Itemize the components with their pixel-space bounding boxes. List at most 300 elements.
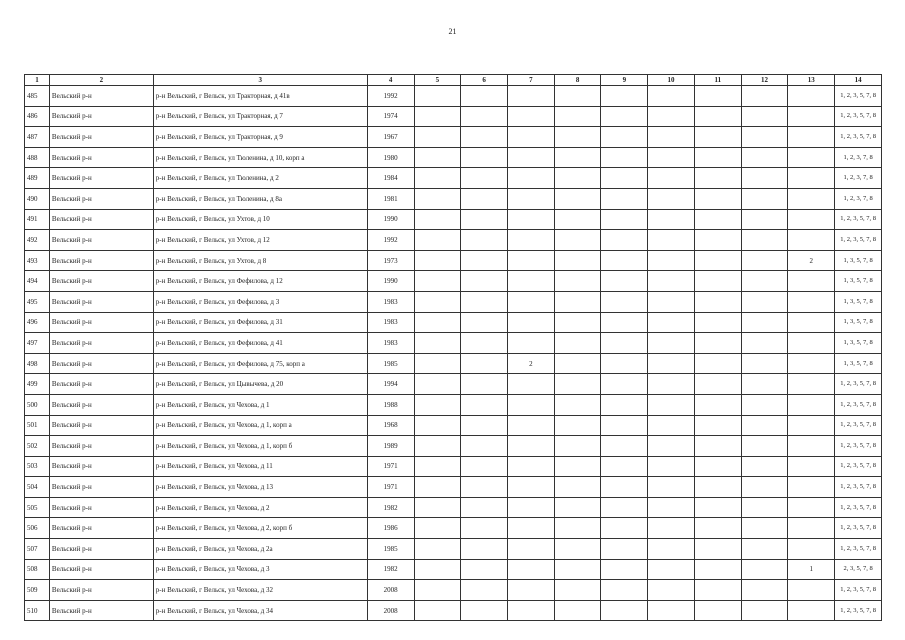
table-cell-col-13 [788,539,835,560]
table-cell-col-2: Вельский р-н [49,188,153,209]
table-cell-col-4: 1971 [367,456,414,477]
table-cell-col-14: 1, 2, 3, 5, 7, 8 [835,518,882,539]
table-cell-col-11 [694,415,741,436]
table-cell-col-2: Вельский р-н [49,230,153,251]
table-cell-col-4: 1983 [367,312,414,333]
table-row [25,86,882,107]
table-cell-col-4: 1967 [367,127,414,148]
table-cell-col-11 [694,436,741,457]
table-cell-col-11 [694,497,741,518]
table-cell-col-13 [788,312,835,333]
table-cell-col-4: 1968 [367,415,414,436]
table-row [25,230,882,251]
table-cell-col-7: 2 [507,353,554,374]
table-cell-col-1: 492 [25,230,50,251]
table-cell-col-9 [601,209,648,230]
table-cell-col-2: Вельский р-н [49,168,153,189]
table-cell-col-12 [741,518,788,539]
table-cell-col-2: Вельский р-н [49,518,153,539]
table-cell-col-8 [554,333,601,354]
table-cell-col-10 [648,394,695,415]
table-cell-col-14: 1, 2, 3, 5, 7, 8 [835,230,882,251]
table-cell-col-7 [507,188,554,209]
table-cell-col-5 [414,271,461,292]
table-cell-col-12 [741,374,788,395]
table-cell-col-14: 1, 3, 5, 7, 8 [835,271,882,292]
table-cell-col-3: р-н Вельский, г Вельск, ул Тракторная, д 41в [153,86,367,107]
table-row [25,333,882,354]
table-cell-col-7 [507,291,554,312]
table-row [25,147,882,168]
table-row [25,415,882,436]
table-cell-col-6 [461,580,508,601]
table-cell-col-13 [788,86,835,107]
table-cell-col-2: Вельский р-н [49,106,153,127]
table-cell-col-4: 1980 [367,147,414,168]
table-cell-col-2: Вельский р-н [49,374,153,395]
table-cell-col-9 [601,374,648,395]
table-cell-col-10 [648,539,695,560]
table-cell-col-3: р-н Вельский, г Вельск, ул Чехова, д 2, корп б [153,518,367,539]
table-cell-col-8 [554,374,601,395]
table-cell-col-10 [648,353,695,374]
table-cell-col-1: 494 [25,271,50,292]
table-cell-col-10 [648,312,695,333]
table-cell-col-6 [461,333,508,354]
table-cell-col-9 [601,580,648,601]
table-cell-col-7 [507,147,554,168]
table-cell-col-13: 2 [788,250,835,271]
table-cell-col-13 [788,106,835,127]
table-cell-col-14: 1, 2, 3, 5, 7, 8 [835,436,882,457]
table-cell-col-8 [554,147,601,168]
table-cell-col-11 [694,539,741,560]
table-cell-col-10 [648,209,695,230]
table-cell-col-13: 1 [788,559,835,580]
table-cell-col-9 [601,291,648,312]
table-cell-col-12 [741,86,788,107]
table-row [25,394,882,415]
table-cell-col-11 [694,188,741,209]
table-cell-col-11 [694,106,741,127]
table-cell-col-6 [461,497,508,518]
table-cell-col-3: р-н Вельский, г Вельск, ул Фефилова, д 41 [153,333,367,354]
table-cell-col-10 [648,456,695,477]
table-cell-col-8 [554,580,601,601]
table-cell-col-1: 497 [25,333,50,354]
table-cell-col-14: 1, 2, 3, 5, 7, 8 [835,539,882,560]
table-cell-col-13 [788,497,835,518]
column-header-7: 7 [507,75,554,86]
table-cell-col-7 [507,168,554,189]
table-cell-col-14: 1, 2, 3, 5, 7, 8 [835,497,882,518]
table-cell-col-4: 1981 [367,188,414,209]
table-cell-col-3: р-н Вельский, г Вельск, ул Тракторная, д 7 [153,106,367,127]
column-header-13: 13 [788,75,835,86]
table-cell-col-13 [788,374,835,395]
table-cell-col-3: р-н Вельский, г Вельск, ул Тюленина, д 2 [153,168,367,189]
table-cell-col-7 [507,477,554,498]
table-cell-col-11 [694,559,741,580]
table-cell-col-9 [601,250,648,271]
table-cell-col-8 [554,436,601,457]
table-cell-col-2: Вельский р-н [49,497,153,518]
table-cell-col-12 [741,127,788,148]
table-cell-col-5 [414,147,461,168]
table-row [25,600,882,621]
table-cell-col-9 [601,415,648,436]
table-cell-col-9 [601,333,648,354]
table-cell-col-9 [601,600,648,621]
table-cell-col-8 [554,477,601,498]
table-cell-col-10 [648,127,695,148]
table-cell-col-13 [788,127,835,148]
table-cell-col-13 [788,291,835,312]
table-cell-col-13 [788,188,835,209]
column-header-11: 11 [694,75,741,86]
table-cell-col-8 [554,559,601,580]
table-cell-col-5 [414,127,461,148]
table-cell-col-12 [741,230,788,251]
table-cell-col-6 [461,518,508,539]
table-cell-col-12 [741,353,788,374]
table-cell-col-9 [601,436,648,457]
table-cell-col-5 [414,559,461,580]
table-cell-col-7 [507,415,554,436]
table-cell-col-10 [648,230,695,251]
table-cell-col-10 [648,600,695,621]
table-cell-col-6 [461,456,508,477]
table-cell-col-13 [788,209,835,230]
column-header-2: 2 [49,75,153,86]
column-header-1: 1 [25,75,50,86]
table-cell-col-14: 1, 3, 5, 7, 8 [835,333,882,354]
table-cell-col-3: р-н Вельский, г Вельск, ул Цывычева, д 20 [153,374,367,395]
table-cell-col-1: 498 [25,353,50,374]
table-cell-col-6 [461,230,508,251]
table-cell-col-2: Вельский р-н [49,312,153,333]
table-cell-col-10 [648,580,695,601]
table-cell-col-3: р-н Вельский, г Вельск, ул Чехова, д 1 [153,394,367,415]
table-cell-col-14: 1, 2, 3, 7, 8 [835,168,882,189]
table-row [25,518,882,539]
table-cell-col-8 [554,250,601,271]
table-cell-col-2: Вельский р-н [49,600,153,621]
table-cell-col-1: 509 [25,580,50,601]
table-cell-col-14: 1, 2, 3, 7, 8 [835,147,882,168]
table-cell-col-3: р-н Вельский, г Вельск, ул Чехова, д 2 [153,497,367,518]
housing-table [24,74,882,621]
table-cell-col-10 [648,291,695,312]
table-cell-col-14: 1, 2, 3, 5, 7, 8 [835,127,882,148]
table-row [25,127,882,148]
table-cell-col-3: р-н Вельский, г Вельск, ул Ухтов, д 12 [153,230,367,251]
table-cell-col-7 [507,250,554,271]
table-cell-col-9 [601,106,648,127]
table-cell-col-2: Вельский р-н [49,539,153,560]
table-cell-col-3: р-н Вельский, г Вельск, ул Тюленина, д 8а [153,188,367,209]
table-cell-col-5 [414,477,461,498]
table-cell-col-6 [461,127,508,148]
table-cell-col-11 [694,271,741,292]
table-cell-col-9 [601,230,648,251]
table-cell-col-13 [788,333,835,354]
table-cell-col-6 [461,250,508,271]
table-cell-col-2: Вельский р-н [49,394,153,415]
table-cell-col-1: 505 [25,497,50,518]
table-cell-col-11 [694,127,741,148]
table-cell-col-14: 1, 2, 3, 5, 7, 8 [835,477,882,498]
table-cell-col-5 [414,312,461,333]
table-cell-col-10 [648,518,695,539]
table-cell-col-2: Вельский р-н [49,291,153,312]
table-cell-col-12 [741,497,788,518]
table-cell-col-12 [741,415,788,436]
table-cell-col-2: Вельский р-н [49,209,153,230]
table-cell-col-4: 1988 [367,394,414,415]
table-cell-col-3: р-н Вельский, г Вельск, ул Тракторная, д 9 [153,127,367,148]
column-header-9: 9 [601,75,648,86]
table-cell-col-1: 503 [25,456,50,477]
table-cell-col-10 [648,168,695,189]
table-cell-col-3: р-н Вельский, г Вельск, ул Чехова, д 34 [153,600,367,621]
table-cell-col-8 [554,539,601,560]
table-cell-col-8 [554,291,601,312]
table-cell-col-2: Вельский р-н [49,559,153,580]
table-cell-col-5 [414,394,461,415]
table-cell-col-7 [507,394,554,415]
table-cell-col-2: Вельский р-н [49,147,153,168]
table-cell-col-8 [554,497,601,518]
table-cell-col-7 [507,209,554,230]
table-cell-col-10 [648,86,695,107]
table-cell-col-1: 487 [25,127,50,148]
table-cell-col-1: 489 [25,168,50,189]
table-cell-col-1: 491 [25,209,50,230]
table-row [25,580,882,601]
table-cell-col-1: 493 [25,250,50,271]
table-cell-col-5 [414,250,461,271]
table-row [25,168,882,189]
table-cell-col-6 [461,209,508,230]
table-cell-col-10 [648,559,695,580]
table-cell-col-2: Вельский р-н [49,250,153,271]
table-cell-col-13 [788,600,835,621]
table-cell-col-13 [788,271,835,292]
table-cell-col-4: 1994 [367,374,414,395]
table-cell-col-5 [414,415,461,436]
table-cell-col-1: 496 [25,312,50,333]
table-cell-col-11 [694,147,741,168]
table-cell-col-4: 2008 [367,580,414,601]
table-cell-col-7 [507,86,554,107]
table-cell-col-14: 1, 2, 3, 5, 7, 8 [835,394,882,415]
table-cell-col-12 [741,580,788,601]
table-cell-col-8 [554,127,601,148]
table-cell-col-11 [694,518,741,539]
table-cell-col-11 [694,230,741,251]
table-cell-col-5 [414,333,461,354]
table-cell-col-10 [648,188,695,209]
table-cell-col-9 [601,147,648,168]
table-cell-col-9 [601,271,648,292]
table-cell-col-8 [554,209,601,230]
table-cell-col-9 [601,188,648,209]
table-cell-col-2: Вельский р-н [49,333,153,354]
table-cell-col-4: 1990 [367,271,414,292]
table-cell-col-9 [601,456,648,477]
table-cell-col-7 [507,580,554,601]
table-cell-col-4: 2008 [367,600,414,621]
table-cell-col-7 [507,127,554,148]
column-header-4: 4 [367,75,414,86]
table-cell-col-2: Вельский р-н [49,86,153,107]
table-cell-col-7 [507,106,554,127]
table-row [25,291,882,312]
table-row [25,539,882,560]
table-cell-col-6 [461,168,508,189]
table-cell-col-8 [554,168,601,189]
table-cell-col-12 [741,333,788,354]
table-cell-col-6 [461,271,508,292]
table-cell-col-8 [554,415,601,436]
table-cell-col-2: Вельский р-н [49,456,153,477]
table-cell-col-6 [461,436,508,457]
table-cell-col-4: 1992 [367,230,414,251]
table-cell-col-12 [741,477,788,498]
table-cell-col-13 [788,580,835,601]
table-cell-col-6 [461,106,508,127]
table-cell-col-1: 506 [25,518,50,539]
table-cell-col-3: р-н Вельский, г Вельск, ул Чехова, д 13 [153,477,367,498]
table-row [25,209,882,230]
header-row [25,75,882,86]
table-cell-col-3: р-н Вельский, г Вельск, ул Фефилова, д 31 [153,312,367,333]
table-cell-col-11 [694,456,741,477]
table-cell-col-7 [507,230,554,251]
column-header-12: 12 [741,75,788,86]
table-cell-col-12 [741,250,788,271]
table-cell-col-14: 1, 2, 3, 5, 7, 8 [835,374,882,395]
table-cell-col-5 [414,86,461,107]
table-cell-col-3: р-н Вельский, г Вельск, ул Фефилова, д 12 [153,271,367,292]
table-cell-col-11 [694,312,741,333]
table-cell-col-13 [788,518,835,539]
table-cell-col-8 [554,456,601,477]
table-cell-col-2: Вельский р-н [49,477,153,498]
table-cell-col-8 [554,188,601,209]
table-cell-col-7 [507,518,554,539]
table-cell-col-2: Вельский р-н [49,580,153,601]
table-cell-col-6 [461,188,508,209]
table-cell-col-8 [554,312,601,333]
table-cell-col-4: 1974 [367,106,414,127]
table-cell-col-1: 485 [25,86,50,107]
table-cell-col-2: Вельский р-н [49,353,153,374]
table-cell-col-12 [741,559,788,580]
table-cell-col-10 [648,333,695,354]
table-cell-col-2: Вельский р-н [49,271,153,292]
table-cell-col-6 [461,415,508,436]
table-cell-col-14: 1, 3, 5, 7, 8 [835,291,882,312]
table-cell-col-9 [601,353,648,374]
table-cell-col-3: р-н Вельский, г Вельск, ул Фефилова, д 75, корп а [153,353,367,374]
table-cell-col-8 [554,106,601,127]
table-cell-col-7 [507,312,554,333]
table-cell-col-13 [788,436,835,457]
table-cell-col-5 [414,230,461,251]
table-cell-col-12 [741,271,788,292]
table-cell-col-12 [741,106,788,127]
table-cell-col-7 [507,600,554,621]
table-row [25,497,882,518]
table-cell-col-6 [461,374,508,395]
table-cell-col-11 [694,250,741,271]
table-row [25,353,882,374]
table-cell-col-7 [507,271,554,292]
table-cell-col-10 [648,436,695,457]
table-cell-col-12 [741,147,788,168]
table-cell-col-5 [414,353,461,374]
table-cell-col-14: 1, 3, 5, 7, 8 [835,353,882,374]
table-cell-col-4: 1983 [367,291,414,312]
table-row [25,436,882,457]
table-cell-col-5 [414,580,461,601]
column-header-3: 3 [153,75,367,86]
table-cell-col-11 [694,600,741,621]
table-cell-col-8 [554,271,601,292]
table-cell-col-11 [694,394,741,415]
table-cell-col-6 [461,86,508,107]
table-cell-col-14: 1, 2, 3, 5, 7, 8 [835,580,882,601]
table-cell-col-11 [694,168,741,189]
table-cell-col-10 [648,271,695,292]
table-cell-col-12 [741,394,788,415]
table-cell-col-1: 488 [25,147,50,168]
table-cell-col-13 [788,415,835,436]
table-cell-col-4: 1973 [367,250,414,271]
table-cell-col-1: 486 [25,106,50,127]
table-cell-col-1: 495 [25,291,50,312]
table-cell-col-8 [554,86,601,107]
table-cell-col-14: 1, 2, 3, 5, 7, 8 [835,209,882,230]
table-cell-col-13 [788,147,835,168]
table-cell-col-6 [461,353,508,374]
table-cell-col-13 [788,230,835,251]
table-cell-col-1: 504 [25,477,50,498]
column-header-8: 8 [554,75,601,86]
table-cell-col-12 [741,188,788,209]
table-cell-col-3: р-н Вельский, г Вельск, ул Ухтов, д 8 [153,250,367,271]
table-cell-col-9 [601,518,648,539]
table-cell-col-7 [507,456,554,477]
table-cell-col-6 [461,312,508,333]
table-cell-col-12 [741,209,788,230]
column-header-14: 14 [835,75,882,86]
table-cell-col-4: 1985 [367,353,414,374]
table-cell-col-4: 1984 [367,168,414,189]
table-row [25,271,882,292]
table-cell-col-8 [554,394,601,415]
table-row [25,559,882,580]
table-cell-col-4: 1982 [367,497,414,518]
table-cell-col-10 [648,415,695,436]
table-cell-col-5 [414,209,461,230]
table-cell-col-5 [414,291,461,312]
table-cell-col-2: Вельский р-н [49,127,153,148]
table-cell-col-9 [601,497,648,518]
table-cell-col-13 [788,353,835,374]
